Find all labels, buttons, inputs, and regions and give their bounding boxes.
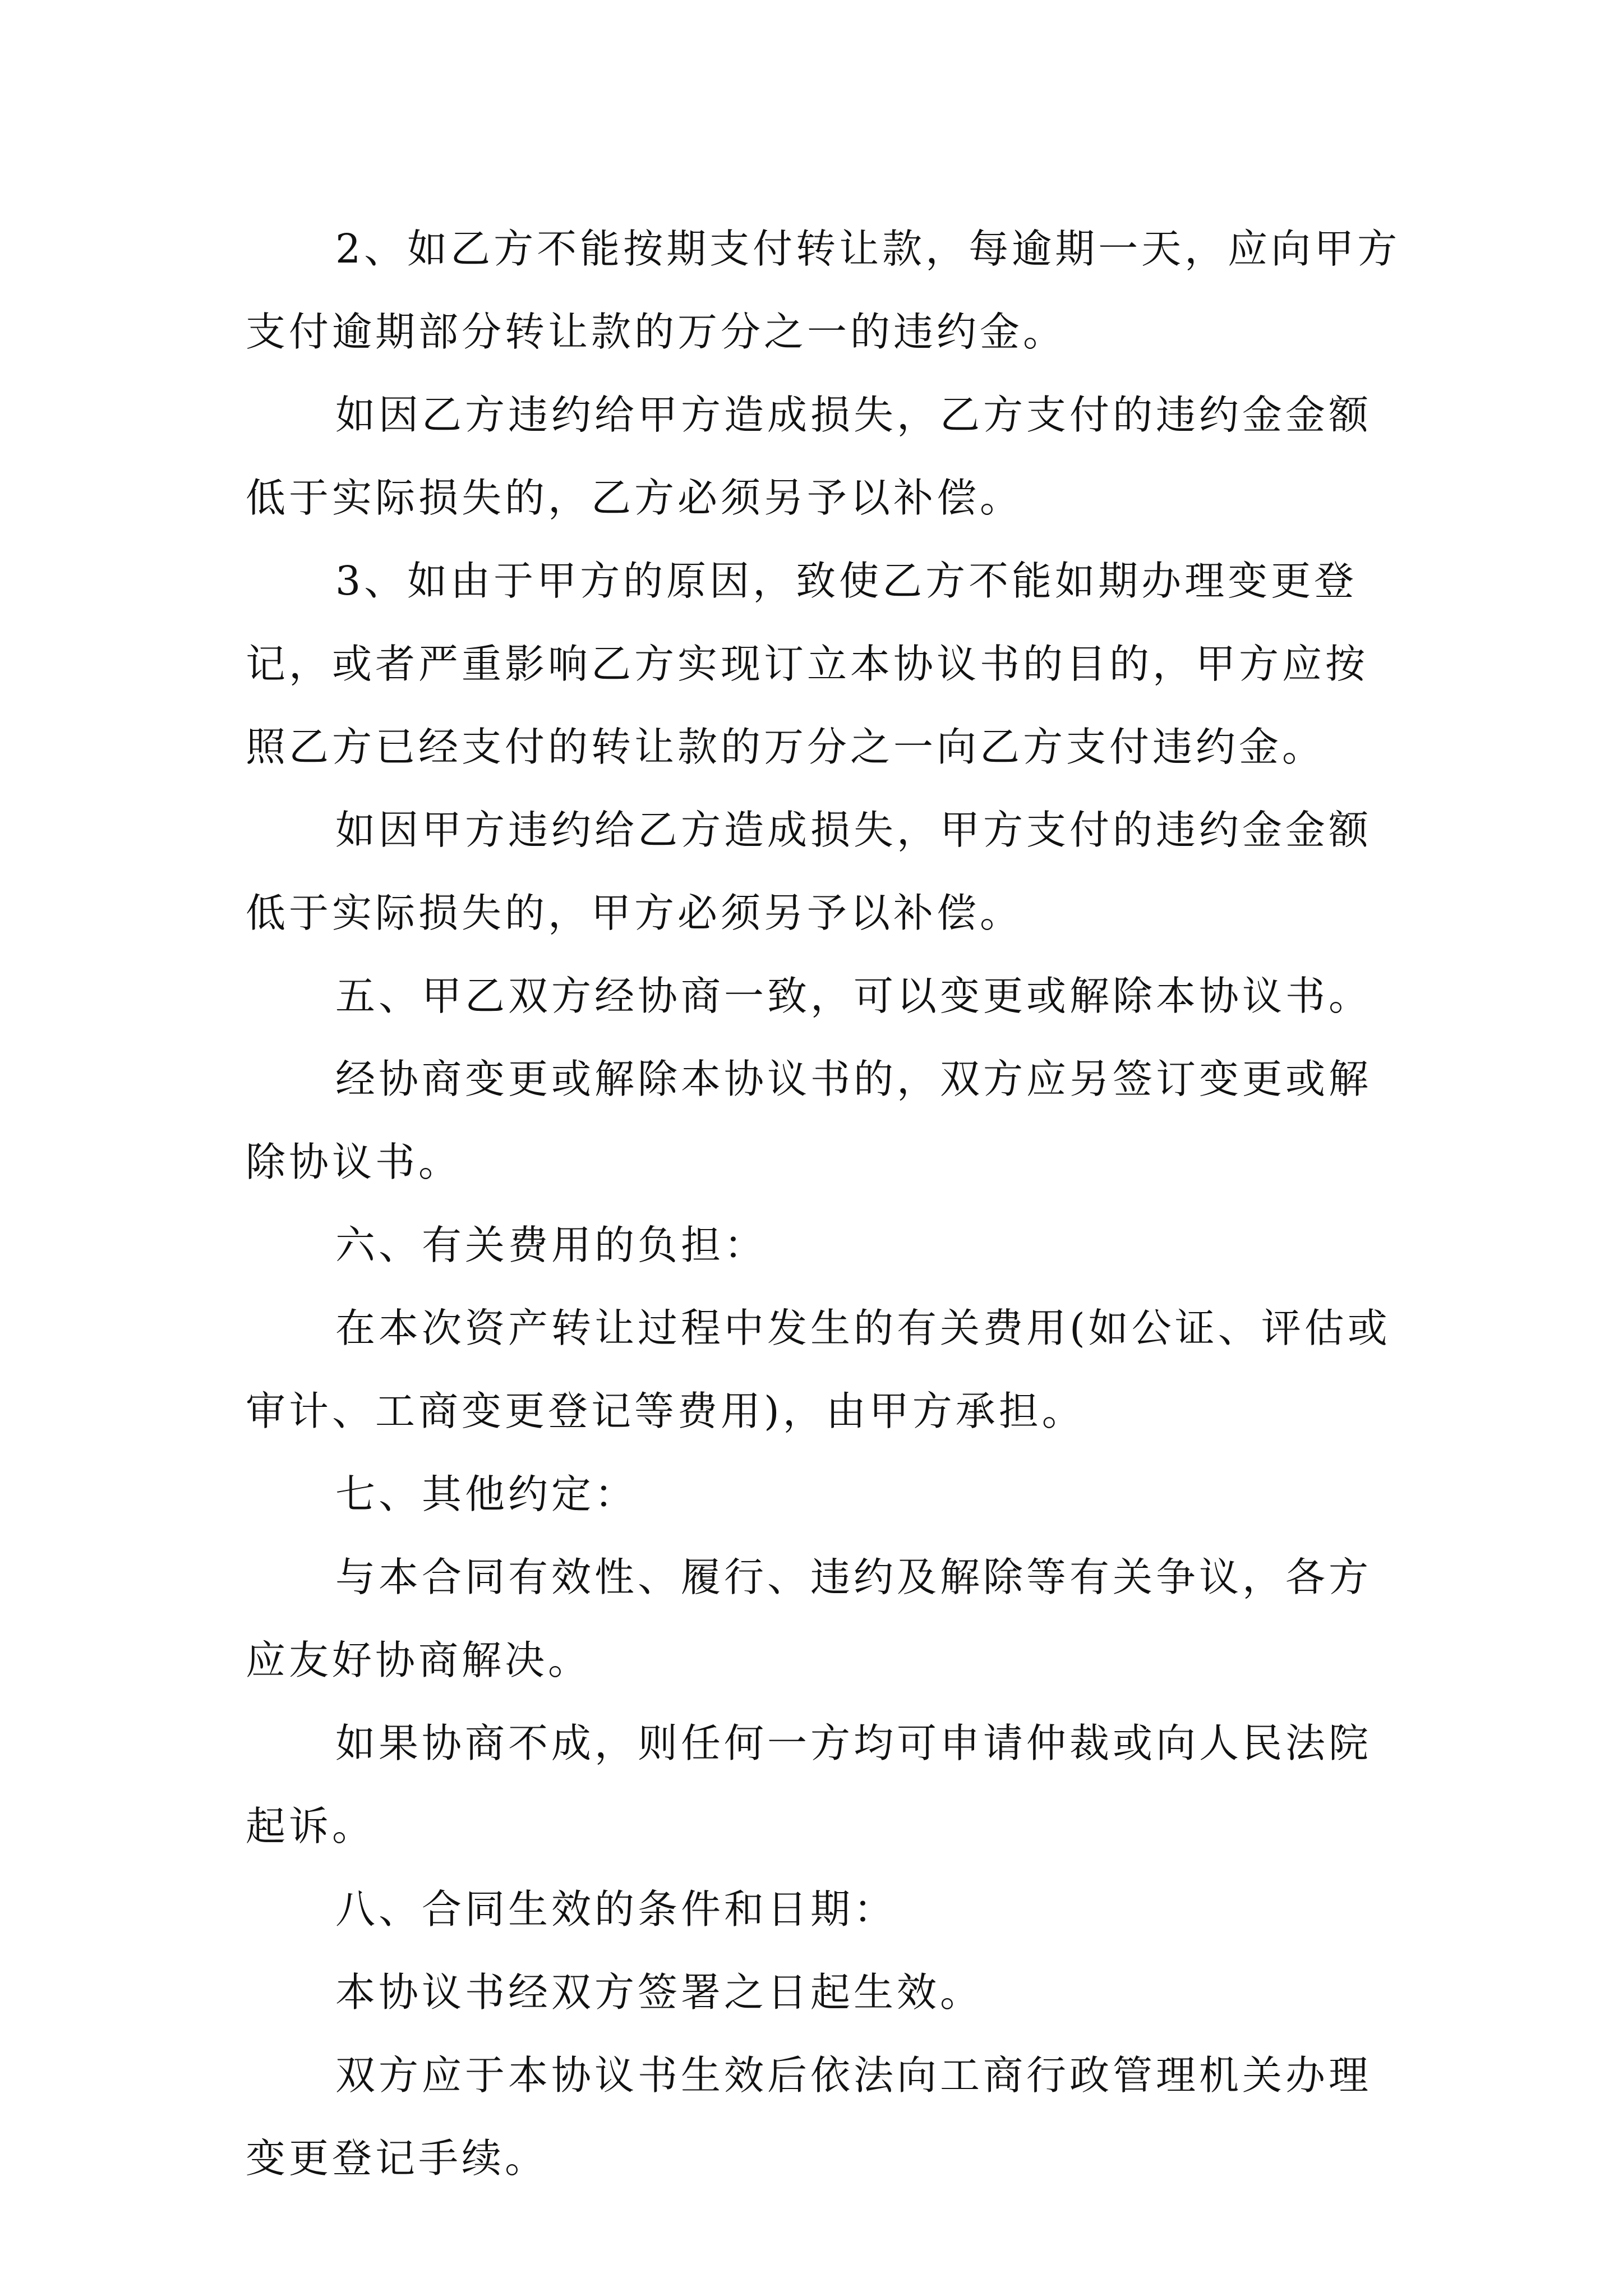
paragraph-effective-date: 本协议书经双方签署之日起生效。	[335, 1969, 984, 2016]
paragraph-party-a-compensation: 如因甲方违约给乙方造成损失，甲方支付的违约金金额低于实际损失的，甲方必须另予以补偿。	[246, 807, 1372, 936]
section-heading-amendment: 五、甲乙双方经协商一致，可以变更或解除本协议书。	[335, 973, 1372, 1019]
section-heading-other: 七、其他约定：	[335, 1471, 638, 1517]
paragraph-party-a-penalty: 3、如由于甲方的原因，致使乙方不能如期办理变更登记，或者严重影响乙方实现订立本协议书的目的，甲方应按照乙方已经支付的转让款的万分之一向乙方支付违约金。	[246, 558, 1369, 770]
paragraph-penalty-transfer-overdue: 2、如乙方不能按期支付转让款，每逾期一天，应向甲方支付逾期部分转让款的万分之一的违约金。	[246, 226, 1401, 355]
paragraph-fees: 在本次资产转让过程中发生的有关费用(如公证、评估或审计、工商变更登记等费用)，由甲方承担。	[246, 1305, 1391, 1434]
contract-body	[246, 208, 1401, 2200]
paragraph-dispute-negotiation: 与本合同有效性、履行、违约及解除等有关争议，各方应友好协商解决。	[246, 1554, 1372, 1683]
section-heading-fees: 六、有关费用的负担：	[335, 1222, 768, 1268]
section-heading-effectiveness: 八、合同生效的条件和日期：	[335, 1886, 897, 1932]
paragraph-amendment-agreement: 经协商变更或解除本协议书的，双方应另签订变更或解除协议书。	[246, 1056, 1372, 1185]
paragraph-dispute-arbitration: 如果协商不成，则任何一方均可申请仲裁或向人民法院起诉。	[246, 1720, 1372, 1849]
paragraph-registration: 双方应于本协议书生效后依法向工商行政管理机关办理变更登记手续。	[246, 2052, 1372, 2182]
paragraph-party-b-compensation: 如因乙方违约给甲方造成损失，乙方支付的违约金金额低于实际损失的，乙方必须另予以补偿。	[246, 392, 1372, 521]
